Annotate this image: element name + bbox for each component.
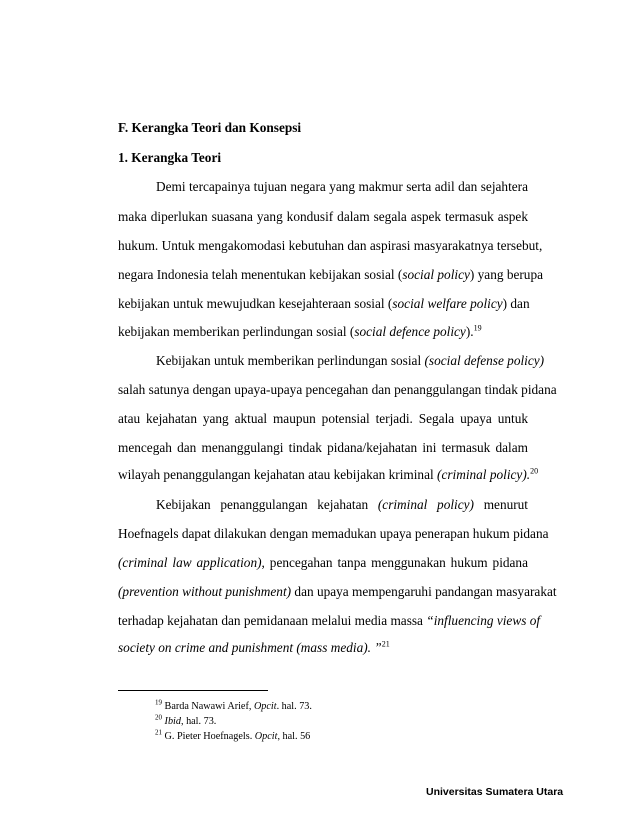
section-heading: F. Kerangka Teori dan Konsepsi bbox=[118, 120, 302, 135]
p3-line-1: Kebijakan penanggulangan kejahatan (criminal policy) menurut bbox=[156, 497, 529, 512]
p2-line-5: wilayah penanggulangan kejahatan atau kebijakan kriminal (criminal policy).$^{20}$ bbox=[118, 466, 539, 482]
footnote-21: $^{21}$ G. Pieter Hoefnagels. Opcit, hal. 56 bbox=[155, 728, 311, 742]
p2-line-3: atau kejahatan yang aktual maupun potensial terjadi. Segala upaya untuk bbox=[118, 411, 528, 426]
p1-line-5: kebijakan untuk mewujudkan kesejahteraan sosial (social welfare policy) dan bbox=[118, 296, 530, 311]
footnote-20: $^{20}$ Ibid, hal. 73. bbox=[155, 713, 217, 727]
p1-line-6: kebijakan memberikan perlindungan sosial (social defence policy).$^{19}$ bbox=[118, 323, 482, 339]
p3-line-2: Hoefnagels dapat dilakukan dengan memadukan upaya penerapan hukum pidana bbox=[118, 526, 549, 541]
p3-line-5: terhadap kejahatan dan pemidanaan melalui media massa “influencing views of bbox=[118, 613, 541, 628]
p3-line-3: (criminal law application), pencegahan tanpa menggunakan hukum pidana bbox=[118, 555, 528, 570]
p2-line-2: salah satunya dengan upaya-upaya pencegahan dan penanggulangan tindak pidana bbox=[118, 382, 557, 397]
p1-line-3: hukum. Untuk mengakomodasi kebutuhan dan aspirasi masyarakatnya tersebut, bbox=[118, 238, 543, 253]
footnote-ref-21: 21 bbox=[381, 639, 390, 649]
footnote-ref-20: 20 bbox=[530, 466, 539, 476]
p2-line-1: Kebijakan untuk memberikan perlindungan sosial (social defense policy) bbox=[156, 353, 545, 368]
p3-line-6: society on crime and punishment (mass media). ”$^{21}$ bbox=[118, 639, 390, 655]
footnote-ref-19: 19 bbox=[473, 323, 482, 333]
p3-line-4: (prevention without punishment) dan upaya mempengaruhi pandangan masyarakat bbox=[118, 584, 557, 599]
page-footer: Universitas Sumatera Utara bbox=[426, 786, 564, 798]
p1-line-2: maka diperlukan suasana yang kondusif dalam segala aspek termasuk aspek bbox=[118, 209, 528, 224]
p2-line-4: mencegah dan menanggulangi tindak pidana/kejahatan ini termasuk dalam bbox=[118, 440, 528, 455]
footnote-separator bbox=[118, 690, 268, 691]
footnote-19: $^{19}$ Barda Nawawi Arief, Opcit. hal. 73. bbox=[155, 698, 312, 712]
p1-line-4: negara Indonesia telah menentukan kebijakan sosial (social policy) yang berupa bbox=[118, 267, 543, 282]
p1-line-1: Demi tercapainya tujuan negara yang makmur serta adil dan sejahtera bbox=[156, 179, 528, 194]
subheading: 1. Kerangka Teori bbox=[118, 150, 222, 165]
